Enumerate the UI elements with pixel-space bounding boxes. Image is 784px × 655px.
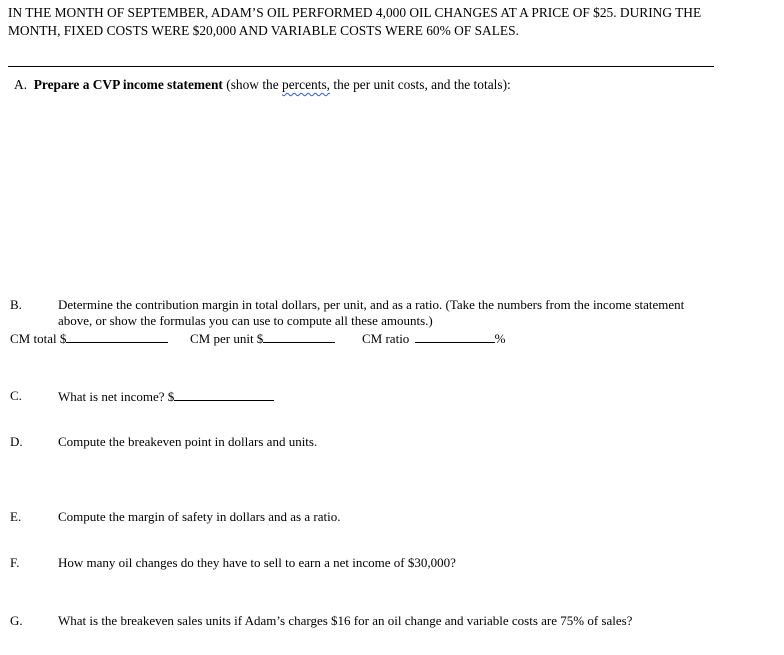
cm-total-blank[interactable] [66,330,168,343]
cm-ratio-blank[interactable] [415,330,495,343]
question-c [58,388,274,405]
problem-intro [8,4,701,40]
question-b-text [58,297,684,329]
intro-line-2: MONTH, FIXED COSTS WERE $20,000 AND VARIABLE COSTS WERE 60% OF SALES. [8,23,519,38]
question-b-line-2: above, or show the formulas you can use to compute all these amounts.) [58,313,433,328]
question-f-letter: F. [10,555,20,570]
question-b-letter: B. [10,297,22,312]
cm-ratio-label: CM ratio [362,331,410,346]
net-income-blank[interactable] [174,388,274,401]
question-f-text: How many oil changes do they have to sell to earn a net income of $30,000? [58,555,456,570]
question-a [14,77,511,93]
cm-per-unit-field [190,330,335,347]
intro-line-1: IN THE MONTH OF SEPTEMBER, ADAM’S OIL PERFORMED 4,000 OIL CHANGES AT A PRICE OF $25. DURING THE [8,5,702,20]
question-a-text-after: the per unit costs, and the totals): [330,77,511,92]
question-c-text: What is net income? $ [58,389,175,404]
question-d-letter: D. [10,434,23,449]
cm-ratio-field [362,330,505,347]
question-g-text: What is the breakeven sales units if Adam’s charges $16 for an oil change and variable costs are 75% of sales? [58,613,633,628]
question-g-letter: G. [10,613,23,628]
cm-total-label: CM total $ [10,331,67,346]
percent-sign: % [494,331,506,346]
question-b-line-1: Determine the contribution margin in total dollars, per unit, and as a ratio. (Take the numbers from the income statement [58,297,685,312]
cm-per-unit-label: CM per unit $ [190,331,264,346]
horizontal-divider [8,66,714,67]
cm-total-field [10,330,168,347]
question-d-text: Compute the breakeven point in dollars and units. [58,434,318,449]
question-a-bold: Prepare a CVP income statement [33,77,223,92]
cm-per-unit-blank[interactable] [263,330,335,343]
question-a-text-before: (show the [226,77,283,92]
question-e-text: Compute the margin of safety in dollars and as a ratio. [58,509,341,524]
question-a-letter: A. [14,77,28,92]
spellcheck-word[interactable]: percents, [282,77,331,92]
question-c-letter: C. [10,388,22,403]
question-e-letter: E. [10,509,22,524]
